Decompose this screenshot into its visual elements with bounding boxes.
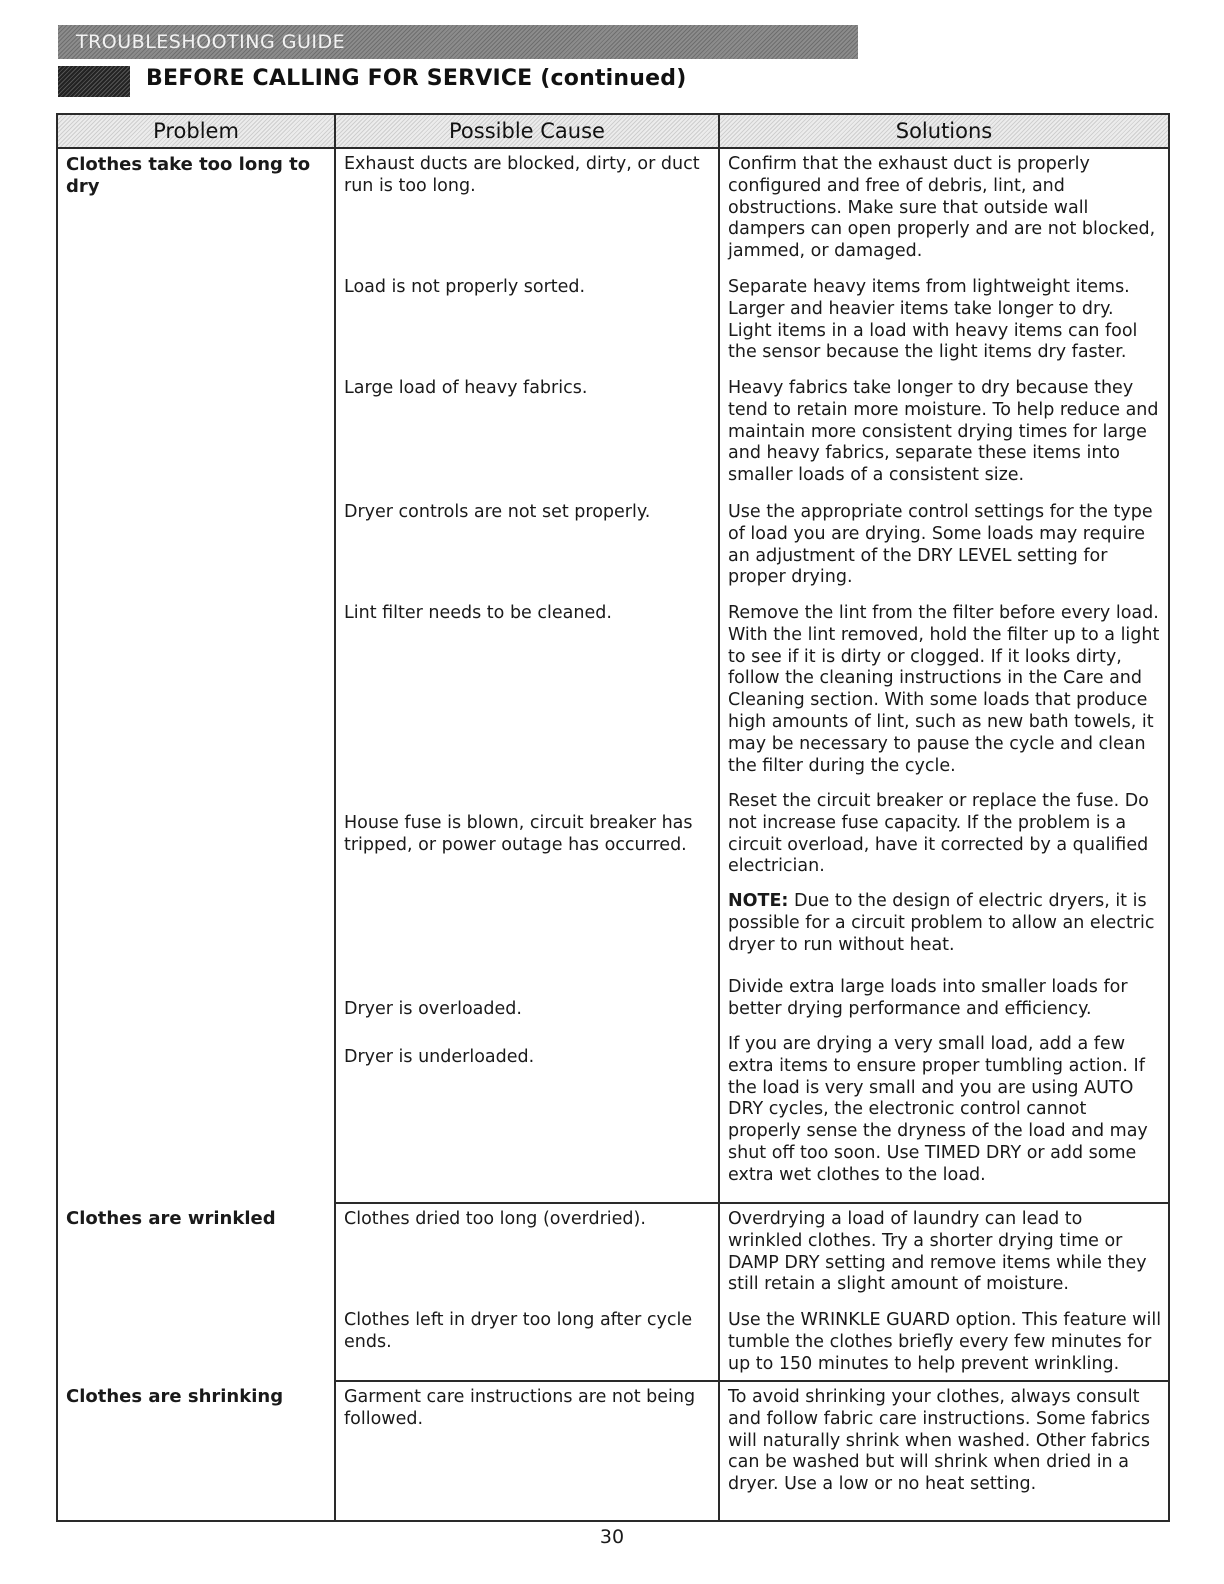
solution-text: Heavy fabrics take longer to dry because they tend to retain more moisture. To help reduce and maintain more consistent drying times for large and heavy fabrics, separate these items into smaller loads of a consistent size. <box>728 378 1159 486</box>
cause-text: Clothes dried too long (overdried). <box>344 1209 646 1229</box>
problem-cell: Clothes are shrinking <box>57 1381 335 1521</box>
problem-cell: Clothes are wrinkled <box>57 1203 335 1381</box>
solution-text: Separate heavy items from lightweight items. Larger and heavier items take longer to dry. Light items in a load with heavy items can fool the sensor because the light items dry faster. <box>728 277 1138 363</box>
cause-text: House fuse is blown, circuit breaker has tripped, or power outage has occurred. <box>344 813 693 855</box>
guide-title: TROUBLESHOOTING GUIDE <box>76 31 346 53</box>
guide-banner <box>58 25 858 59</box>
solution-text: Confirm that the exhaust duct is properly configured and free of debris, lint, and obstructions. Make sure that outside wall dampers can open properly and are not blocked, jammed, or damaged. <box>728 154 1156 262</box>
note-text: Due to the design of electric dryers, it is possible for a circuit problem to allow an electric dryer to run without heat. <box>728 891 1155 955</box>
cause-text: Dryer is overloaded. <box>344 999 522 1019</box>
cause-text: Dryer controls are not set properly. <box>344 502 651 522</box>
header-possible-cause: Possible Cause <box>335 114 719 148</box>
cause-text: Dryer is underloaded. <box>344 1047 535 1067</box>
solution-text: Overdrying a load of laundry can lead to wrinkled clothes. Try a shorter drying time or DAMP DRY setting and remove items while they still retain a slight amount of moisture. <box>728 1209 1147 1295</box>
solution-text: Remove the lint from the filter before every load. With the lint removed, hold the filter up to a light to see if it is dirty or clogged. If it looks dirty, follow the cleaning instructions in the Care and Cleaning section. With some loads that produce high amounts of lint, such as new bath towels, it may be necessary to pause the cycle and clean the filter during the cycle. <box>728 603 1160 776</box>
table-row <box>57 1381 1169 1521</box>
section-marker <box>58 66 130 97</box>
table-row <box>57 1203 1169 1305</box>
cause-text: Clothes left in dryer too long after cycle ends. <box>344 1310 693 1352</box>
cause-text: Lint filter needs to be cleaned. <box>344 603 612 623</box>
solution-text: Reset the circuit breaker or replace the fuse. Do not increase fuse capacity. If the problem is a circuit overload, have it corrected by a qualified electrician. <box>728 791 1149 877</box>
header-problem: Problem <box>57 114 335 148</box>
troubleshooting-table <box>56 113 1170 1522</box>
solution-text: Use the appropriate control settings for the type of load you are drying. Some loads may require an adjustment of the DRY LEVEL setting for proper drying. <box>728 502 1153 588</box>
solution-text: Divide extra large loads into smaller loads for better drying performance and efficiency. <box>728 977 1128 1019</box>
table-row <box>57 148 1169 272</box>
solution-text: Use the WRINKLE GUARD option. This feature will tumble the clothes briefly every few minutes for up to 150 minutes to help prevent wrinkling. <box>728 1310 1162 1374</box>
note-block <box>720 878 1168 956</box>
cause-text: Load is not properly sorted. <box>344 277 586 297</box>
table-header-row <box>57 114 1169 148</box>
header-solutions: Solutions <box>719 114 1169 148</box>
cause-text: Large load of heavy fabrics. <box>344 378 588 398</box>
solution-text: To avoid shrinking your clothes, always consult and follow fabric care instructions. Some fabrics will naturally shrink when washed. Other fabrics can be washed but will shrink when dried in a dryer. Use a low or no heat setting. <box>728 1387 1150 1495</box>
cause-text: Garment care instructions are not being followed. <box>344 1387 696 1429</box>
section-title: BEFORE CALLING FOR SERVICE (continued) <box>146 66 687 91</box>
page-number: 30 <box>599 1526 625 1548</box>
cause-text: Exhaust ducts are blocked, dirty, or duct run is too long. <box>344 154 700 196</box>
solution-text: If you are drying a very small load, add a few extra items to ensure proper tumbling action. If the load is very small and you are using AUTO DRY cycles, the electronic control cannot properly sense the dryness of the load and may shut off too soon. Use TIMED DRY or add some extra wet clothes to the load. <box>728 1034 1148 1185</box>
problem-cell: Clothes take too long to dry <box>57 148 335 1203</box>
note-label: NOTE: <box>728 891 789 912</box>
